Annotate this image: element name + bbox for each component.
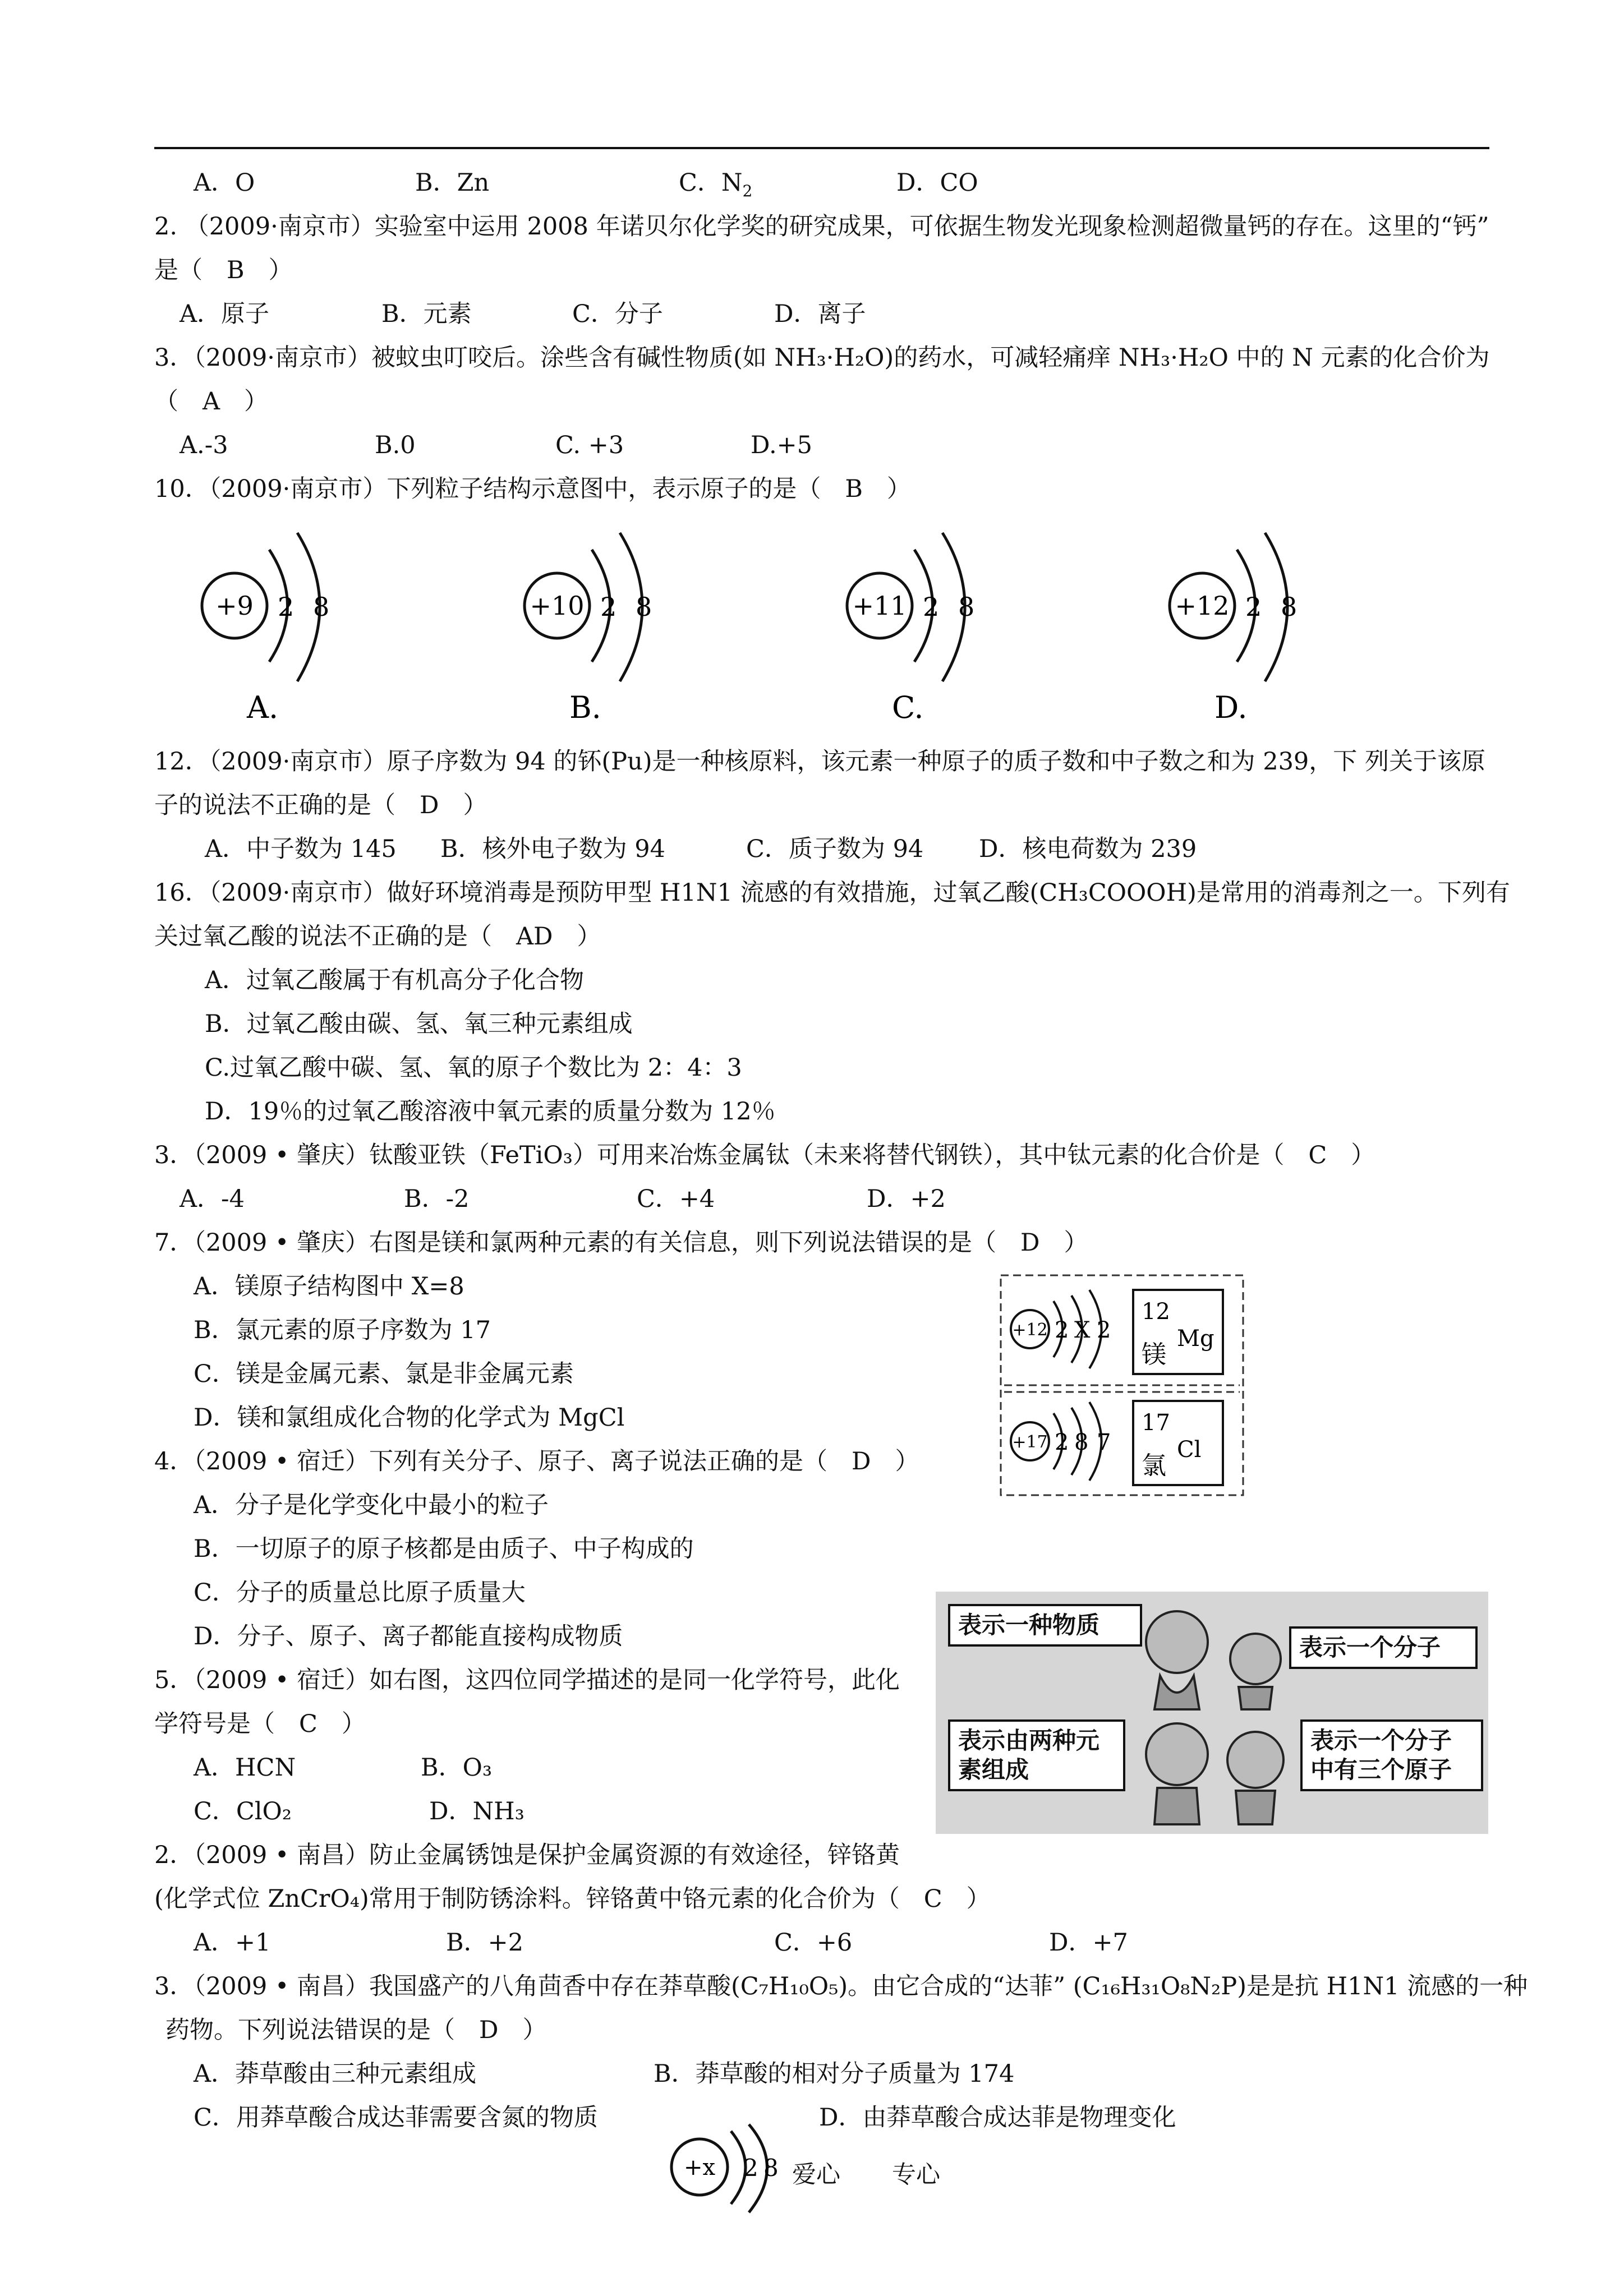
cl-name: 氯 bbox=[1142, 1451, 1166, 1480]
q12-line2: 子的说法不正确的是（ D ） bbox=[154, 791, 487, 819]
atom-a-label: A. bbox=[247, 690, 279, 725]
atom-c-shell1: 2 bbox=[923, 592, 940, 622]
header-option-a: A．O bbox=[194, 169, 255, 197]
atom-b-label: B. bbox=[569, 690, 601, 725]
q3c-option-d: D．由莽草酸合成达菲是物理变化 bbox=[819, 2104, 1176, 2132]
q2-option-b: B．元素 bbox=[381, 300, 472, 328]
atom-diagram-b bbox=[525, 533, 652, 725]
q2b-option-b: B．+2 bbox=[446, 1929, 523, 1957]
mg-nucleus: +12 bbox=[1012, 1320, 1048, 1340]
footer-atom-logo bbox=[665, 2120, 811, 2221]
atom-d-shell1: 2 bbox=[1245, 592, 1262, 622]
q16-option-c: C.过氧乙酸中碳、氢、氧的原子个数比为 2：4：3 bbox=[205, 1054, 742, 1082]
atom-d-label: D. bbox=[1214, 690, 1248, 725]
atom-diagram-d bbox=[1170, 533, 1297, 725]
q5-option-b: B．O₃ bbox=[421, 1754, 493, 1782]
q5-line2: 学符号是（ C ） bbox=[154, 1710, 366, 1738]
cl-shell3: 7 bbox=[1097, 1430, 1111, 1455]
q16-option-d: D．19％的过氧乙酸溶液中氧元素的质量分数为 12％ bbox=[205, 1098, 776, 1126]
atom-c-shell2: 8 bbox=[958, 592, 975, 622]
atom-a-shell1: 2 bbox=[278, 592, 295, 622]
q3c-option-a: A．莽草酸由三种元素组成 bbox=[194, 2060, 477, 2088]
atom-c-nucleus: +11 bbox=[852, 591, 907, 621]
q5-option-a: A．HCN bbox=[194, 1754, 296, 1782]
atom-diagrams bbox=[168, 522, 1459, 735]
q2b-line1: 2．（2009 • 南昌）防止金属锈蚀是保护金属资源的有效途径，锌铬黄 bbox=[154, 1841, 900, 1869]
q3a-option-c: C. +3 bbox=[555, 431, 624, 459]
q3c-line2: 药物。下列说法错误的是（ D ） bbox=[165, 2016, 547, 2044]
q3b-option-a: A．-4 bbox=[180, 1185, 245, 1213]
cl-shell2: 8 bbox=[1074, 1430, 1089, 1455]
atom-diagram-c bbox=[847, 533, 974, 725]
q2-line1: 2. （2009·南京市）实验室中运用 2008 年诺贝尔化学奖的研究成果，可依据生物发光现象检测超微量钙的存在。这里的“钙” bbox=[154, 213, 1489, 241]
mg-symbol: Mg bbox=[1177, 1326, 1214, 1352]
header-option-b: B．Zn bbox=[415, 169, 490, 197]
q5-option-c: C．ClO₂ bbox=[194, 1797, 292, 1825]
q4-option-c: C．分子的质量总比原子质量大 bbox=[194, 1579, 526, 1607]
footer-shell1: 2 bbox=[743, 2154, 758, 2182]
element-info-figure bbox=[999, 1273, 1245, 1497]
q3a-option-b: B.0 bbox=[375, 431, 416, 459]
q12-option-a: A．中子数为 145 bbox=[205, 835, 397, 863]
students-illustration bbox=[936, 1592, 1488, 1834]
q12-option-d: D．核电荷数为 239 bbox=[979, 835, 1197, 863]
atom-c-label: C. bbox=[892, 690, 924, 725]
q2b-line2: (化学式位 ZnCrO₄)常用于制防锈涂料。锌铬黄中铬元素的化合价为（ C ） bbox=[154, 1885, 991, 1913]
q12-option-b: B．核外电子数为 94 bbox=[440, 835, 665, 863]
footer-text-zhuanxin: 专心 bbox=[892, 2161, 940, 2189]
q3a-line2: （ A ） bbox=[154, 388, 269, 416]
atom-a-nucleus: +9 bbox=[215, 591, 254, 621]
q3b-option-b: B．-2 bbox=[404, 1185, 470, 1213]
bubble-two-elements: 表示由两种元素组成 bbox=[948, 1719, 1125, 1791]
q12-line1: 12．（2009·南京市）原子序数为 94 的钚(Pu)是一种核原料，该元素一种原子的质子数和中子数之和为 239，下 列关于该原 bbox=[154, 748, 1485, 776]
q16-option-a: A．过氧乙酸属于有机高分子化合物 bbox=[205, 966, 585, 994]
cl-shell1: 2 bbox=[1055, 1430, 1069, 1455]
q7-option-c: C．镁是金属元素、氯是非金属元素 bbox=[194, 1360, 574, 1388]
mg-shell1: 2 bbox=[1055, 1317, 1069, 1343]
header-option-c: C．$N_2$ bbox=[679, 169, 753, 200]
atom-b-shell2: 8 bbox=[636, 592, 652, 622]
atom-diagram-a bbox=[202, 533, 329, 725]
q3a-line1: 3．（2009·南京市）被蚊虫叮咬后。涂些含有碱性物质(如 NH₃·H₂O)的药水，可减轻痛痒 NH₃·H₂O 中的 N 元素的化合价为 bbox=[154, 344, 1490, 372]
q7-option-d: D．镁和氯组成化合物的化学式为 MgCl bbox=[194, 1404, 625, 1432]
q16-line1: 16．（2009·南京市）做好环境消毒是预防甲型 H1N1 流感的有效措施，过氧乙酸(CH₃COOOH)是常用的消毒剂之一。下列有 bbox=[154, 879, 1510, 907]
q16-option-b: B．过氧乙酸由碳、氢、氧三种元素组成 bbox=[205, 1010, 633, 1038]
mg-shell2: X bbox=[1074, 1317, 1091, 1343]
atom-a-shell2: 8 bbox=[313, 592, 330, 622]
mg-shell3: 2 bbox=[1097, 1317, 1111, 1343]
atom-d-shell2: 8 bbox=[1281, 592, 1298, 622]
header-rule bbox=[154, 147, 1489, 149]
bubble-three-atoms: 表示一个分子中有三个原子 bbox=[1300, 1719, 1483, 1791]
bubble-one-molecule: 表示一个分子 bbox=[1289, 1626, 1478, 1669]
q4-line1: 4．（2009 • 宿迁）下列有关分子、原子、离子说法正确的是（ D ） bbox=[154, 1447, 919, 1476]
mg-number: 12 bbox=[1142, 1299, 1170, 1325]
q3a-option-d: D.+5 bbox=[751, 431, 812, 459]
q10-line1: 10．（2009·南京市）下列粒子结构示意图中，表示原子的是（ B ） bbox=[154, 475, 911, 503]
q7-option-b: B．氯元素的原子序数为 17 bbox=[194, 1316, 491, 1344]
q4-option-d: D．分子、原子、离子都能直接构成物质 bbox=[194, 1622, 623, 1650]
bubble-one-substance: 表示一种物质 bbox=[948, 1604, 1142, 1647]
q3c-option-c: C．用莽草酸合成达菲需要含氮的物质 bbox=[194, 2104, 598, 2132]
q2-option-a: A．原子 bbox=[180, 300, 270, 328]
cl-structure bbox=[1011, 1401, 1223, 1485]
atom-d-nucleus: +12 bbox=[1175, 591, 1230, 621]
q2b-option-c: C．+6 bbox=[774, 1929, 853, 1957]
cl-symbol: Cl bbox=[1177, 1437, 1202, 1463]
q3c-line1: 3．（2009 • 南昌）我国盛产的八角茴香中存在莽草酸(C₇H₁₀O₅)。由它合成的“达菲” (C₁₆H₃₁O₈N₂P)是是抗 H1N1 流感的一种 bbox=[154, 1972, 1528, 2000]
q2-line2: 是（ B ） bbox=[154, 256, 293, 284]
q16-line2: 关过氧乙酸的说法不正确的是（ AD ） bbox=[154, 923, 601, 951]
q4-option-a: A．分子是化学变化中最小的粒子 bbox=[194, 1491, 549, 1519]
q3b-option-d: D．+2 bbox=[867, 1185, 946, 1213]
q2-option-d: D．离子 bbox=[774, 300, 866, 328]
q2-option-c: C．分子 bbox=[572, 300, 663, 328]
mg-structure bbox=[1011, 1290, 1223, 1374]
q3a-option-a: A.-3 bbox=[180, 431, 228, 459]
footer-shell2: 8 bbox=[763, 2154, 779, 2182]
cl-number: 17 bbox=[1142, 1410, 1170, 1436]
header-option-d: D．CO bbox=[896, 169, 978, 197]
q2b-option-d: D．+7 bbox=[1049, 1929, 1128, 1957]
q3c-option-b: B．莽草酸的相对分子质量为 174 bbox=[654, 2060, 1015, 2088]
q5-line1: 5．（2009 • 宿迁）如右图，这四位同学描述的是同一化学符号，此化 bbox=[154, 1666, 900, 1694]
atom-b-shell1: 2 bbox=[600, 592, 617, 622]
q4-option-b: B．一切原子的原子核都是由质子、中子构成的 bbox=[194, 1535, 694, 1563]
q7-option-a: A．镁原子结构图中 X=8 bbox=[194, 1273, 464, 1301]
footer-nucleus: +x bbox=[683, 2155, 716, 2180]
q3b-option-c: C．+4 bbox=[637, 1185, 715, 1213]
mg-name: 镁 bbox=[1142, 1340, 1166, 1369]
q7-line1: 7．（2009 • 肇庆）右图是镁和氯两种元素的有关信息，则下列说法错误的是（ D ） bbox=[154, 1229, 1088, 1257]
footer-text-aixin: 爱心 bbox=[792, 2161, 840, 2189]
q3b-line1: 3．（2009 • 肇庆）钛酸亚铁（FeTiO₃）可用来冶炼金属钛（未来将替代钢铁），其中钛元素的化合价是（ C ） bbox=[154, 1141, 1375, 1169]
cl-nucleus: +17 bbox=[1012, 1432, 1048, 1452]
students-figures bbox=[1138, 1597, 1295, 1827]
q2b-option-a: A．+1 bbox=[194, 1929, 271, 1957]
q5-option-d: D．NH₃ bbox=[429, 1797, 525, 1825]
atom-b-nucleus: +10 bbox=[530, 591, 585, 621]
q12-option-c: C．质子数为 94 bbox=[746, 835, 924, 863]
